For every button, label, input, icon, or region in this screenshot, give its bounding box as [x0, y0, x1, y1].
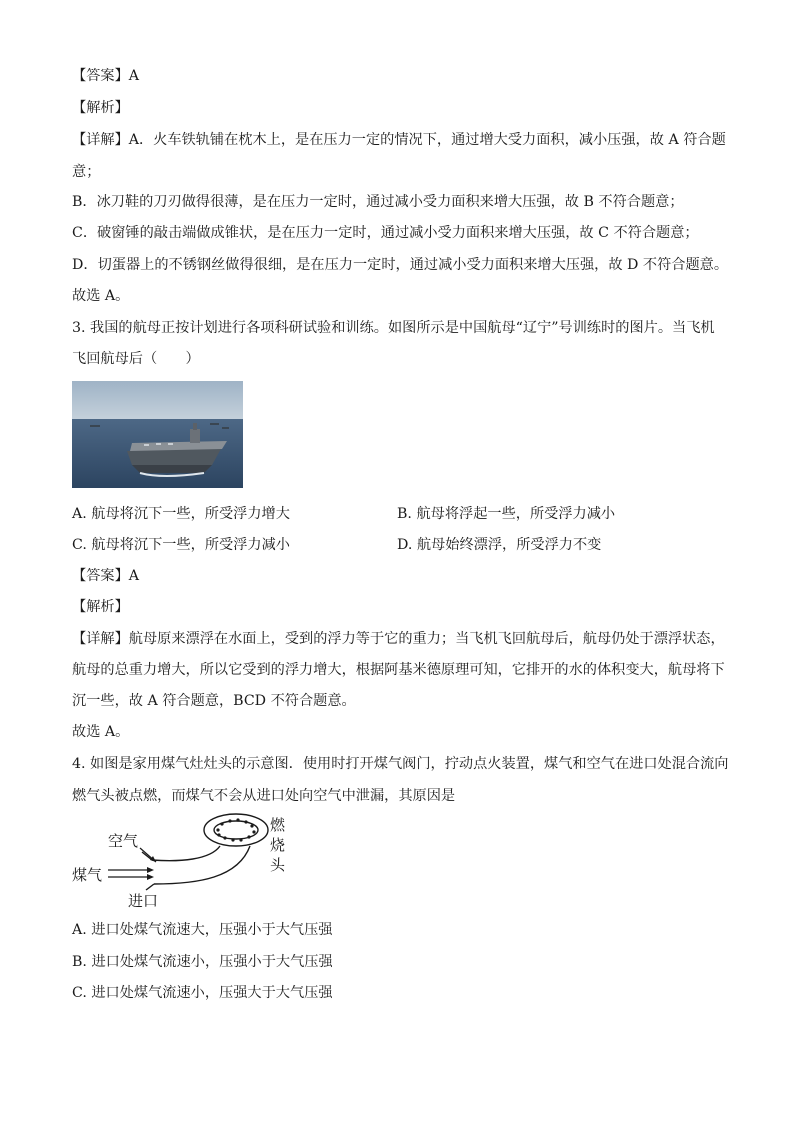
label-burner-1: 燃 — [270, 816, 286, 834]
q4-stem-line2: 燃气头被点燃，而煤气不会从进口处向空气中泄漏，其原因是 — [72, 788, 456, 804]
q4-option-b: B. 进口处煤气流速小，压强小于大气压强 — [72, 954, 333, 970]
q3-stem-line2: 飞回航母后（ ） — [72, 351, 200, 367]
q3-stem-line1: 3. 我国的航母正按计划进行各项科研试验和训练。如图所示是中国航母“辽宁”号训练时的图片。当飞机 — [72, 320, 715, 336]
q2-detail-line1: 【详解】A．火车铁轨铺在枕木上，是在压力一定的情况下，通过增大受力面积，减小压强，故 A 符合题 — [72, 132, 726, 148]
q3-analysis-tag: 【解析】 — [72, 599, 129, 615]
label-burner-2: 烧 — [270, 836, 286, 854]
answer-value: A — [128, 568, 140, 584]
q2-line-b: B．冰刀鞋的刀刃做得很薄，是在压力一定时，通过减小受力面积来增大压强，故 B 不符合题意； — [72, 194, 684, 210]
label-air: 空气 — [108, 832, 139, 850]
aircraft-carrier-photo — [72, 381, 243, 488]
q2-line-c: C．破窗锤的敲击端做成锥状，是在压力一定时，通过减小受力面积来增大压强，故 C 不符合题意； — [72, 225, 699, 241]
q3-option-b: B. 航母将浮起一些，所受浮力减小 — [397, 506, 616, 522]
answer-tag: 【答案】 — [72, 68, 129, 84]
label-inlet: 进口 — [128, 892, 159, 910]
q4-option-c: C. 进口处煤气流速小，压强大于大气压强 — [72, 985, 333, 1001]
label-gas: 煤气 — [72, 866, 103, 884]
q2-analysis-tag: 【解析】 — [72, 100, 129, 116]
q3-detail-line1: 【详解】航母原来漂浮在水面上，受到的浮力等于它的重力；当飞机飞回航母后，航母仍处于漂浮状态， — [72, 631, 725, 647]
q3-option-c: C. 航母将沉下一些，所受浮力减小 — [72, 537, 290, 553]
label-burner-3: 头 — [270, 856, 286, 874]
q4-stem-line1: 4. 如图是家用煤气灶灶头的示意图．使用时打开煤气阀门，拧动点火装置，煤气和空气在进口处混合流向 — [72, 756, 729, 772]
q3-answer-line — [72, 566, 139, 586]
q2-conclusion: 故选 A。 — [72, 288, 130, 304]
q3-detail-line2: 航母的总重力增大，所以它受到的浮力增大，根据阿基米德原理可知，它排开的水的体积变大，航母将下 — [72, 662, 725, 678]
q3-option-d: D. 航母始终漂浮，所受浮力不变 — [397, 537, 602, 553]
q4-option-a: A. 进口处煤气流速大，压强小于大气压强 — [72, 922, 333, 938]
q2-detail-line2: 意； — [72, 164, 101, 180]
q2-line-d: D．切蛋器上的不锈钢丝做得很细，是在压力一定时，通过减小受力面积来增大压强，故 D 不符合题意。 — [72, 257, 729, 273]
q3-conclusion: 故选 A。 — [72, 724, 130, 740]
q2-answer-line — [72, 66, 139, 86]
q3-detail-line3: 沉一些，故 A 符合题意，BCD 不符合题意。 — [72, 693, 356, 709]
answer-tag: 【答案】 — [72, 568, 129, 584]
q3-option-a: A. 航母将沉下一些，所受浮力增大 — [72, 506, 290, 522]
answer-value: A — [128, 68, 140, 84]
gas-stove-burner-diagram — [70, 810, 300, 910]
